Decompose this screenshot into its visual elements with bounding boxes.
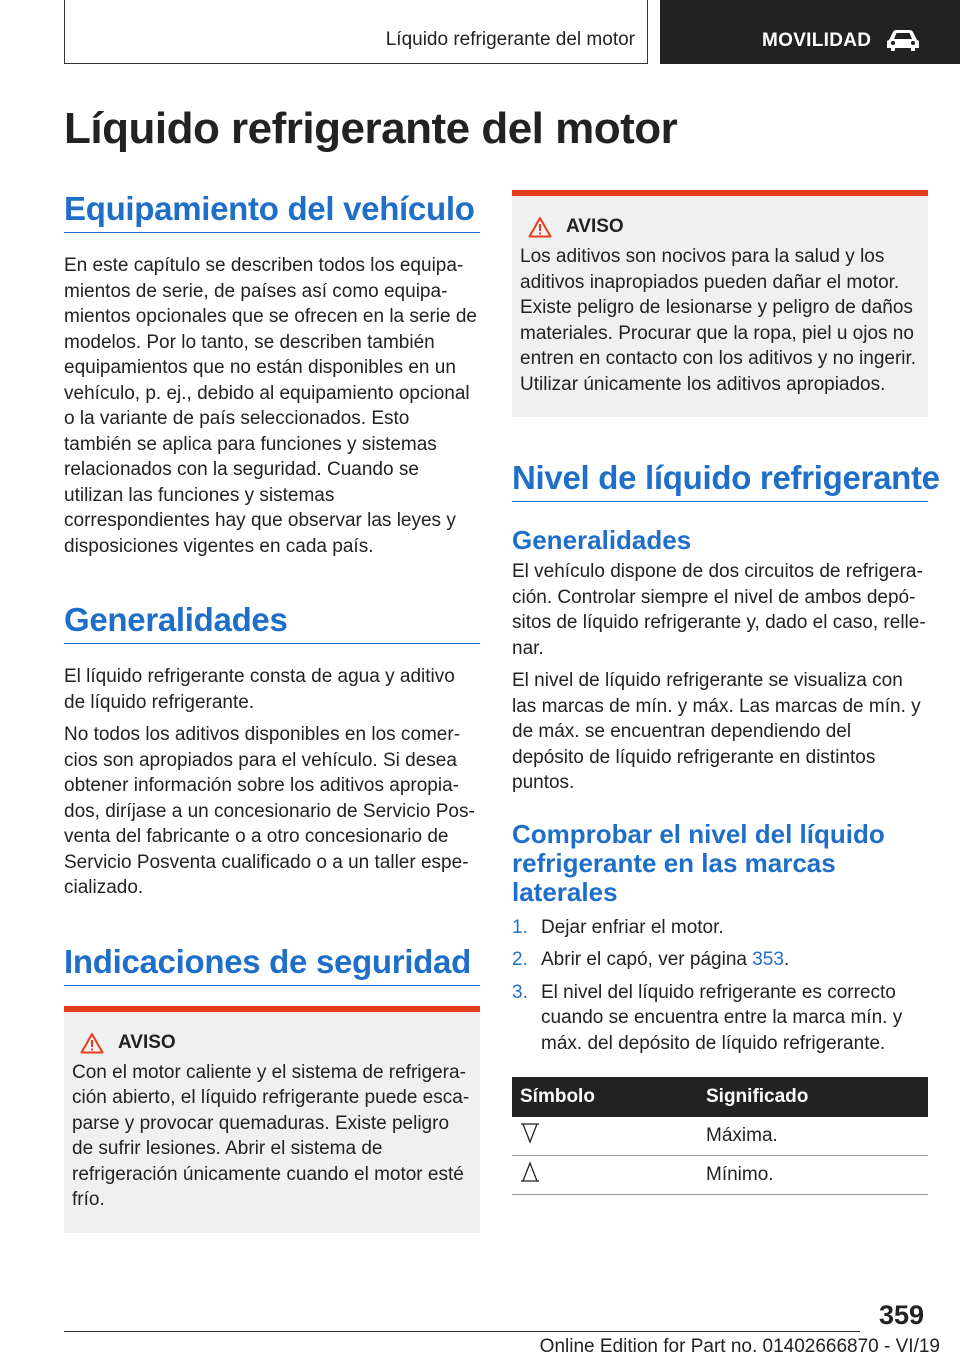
list-item [512, 915, 928, 941]
meaning-cell: Mínimo. [698, 1156, 928, 1195]
symbol-cell [512, 1117, 698, 1156]
list-item [512, 947, 928, 973]
header-chapter-title: MOVILIDAD [762, 30, 872, 51]
equipment-heading: Equipamiento del vehículo [64, 190, 480, 233]
car-icon [884, 28, 922, 52]
check-level-heading: Comprobar el nivel del líquido refrigerante en las marcas laterales [512, 818, 885, 907]
warning-header [528, 216, 920, 238]
table-row [512, 1117, 928, 1156]
symbol-table [512, 1077, 928, 1195]
warning-box [64, 1006, 480, 1233]
step-number: 1. [512, 916, 528, 938]
min-mark-icon [520, 1161, 540, 1183]
warning-triangle-icon [528, 216, 552, 238]
warning-text: Los aditivos son nocivos para la salud y los aditivos inapropiados pueden dañar el motor. Existe peligro de lesionarse y peligro de daños materiales. Procurar que la ropa, piel u ojos no entren en contacto con los aditivos y no ingerir. Utilizar únicamente los aditivos apropiados. [520, 246, 917, 395]
warning-header [80, 1032, 472, 1054]
right-column [512, 190, 940, 1195]
table-header-row [512, 1077, 928, 1117]
warning-triangle-icon [80, 1032, 104, 1054]
max-mark-icon [520, 1122, 540, 1144]
edition-info: Online Edition for Part no. 01402666870 - VI/19 [539, 1336, 940, 1357]
step-text-post: . [783, 949, 790, 970]
warning-box [512, 190, 928, 417]
column-header-symbol: Símbolo [512, 1077, 698, 1117]
meaning-cell: Máxima. [698, 1117, 928, 1156]
level-text-2: El nivel de líquido refrigerante se visualiza con las marcas de mín. y máx. Las marcas de mín. y de máx. se encuentran dependiendo del depósito de líquido refrigerante en distintos puntos. [512, 670, 921, 793]
step-number: 3. [512, 981, 528, 1003]
page-link[interactable]: 353 [752, 949, 784, 970]
header-section-tab [64, 0, 648, 64]
safety-heading: Indicaciones de seguridad [64, 943, 480, 986]
general-text-1: El líquido refrigerante consta de agua y aditivo de líquido refrigerante. [64, 666, 455, 713]
general-heading: Generalidades [64, 601, 480, 644]
equipment-text: En este capítulo se describen todos los equipamientos de serie, de países así como equipamientos opcionales que se ofrecen en la serie de modelos. Por lo tanto, se describen también equipamientos que no están disponibles en un vehículo, p. ej., debido al equipamiento opcional o la variante de país seleccionados. Esto también se aplica para funciones y sistemas relacionados con la seguridad. Cuando se utilizan las funciones y sistemas correspondientes hay que observar las leyes y disposiciones vigentes en cada país. [64, 255, 477, 557]
step-text: El nivel del líquido refrigerante es correcto cuando se encuentra entre la marca mín. y máx. del depósito de líquido refrigerante. [541, 981, 903, 1054]
left-column [64, 190, 480, 1233]
page-title: Líquido refrigerante del motor [64, 104, 678, 153]
header-chapter-tab [660, 0, 960, 64]
page-number: 359 [878, 1300, 924, 1330]
general-text-2: No todos los aditivos disponibles en los comercios son apropiados para el vehículo. Si desea obtener información sobre los aditivos apropiados, diríjase a un concesionario de Servicio Posventa del fabricante o a otro concesionario de Servicio Posventa cualificado o a un taller especializado. [64, 724, 475, 898]
header-section-title: Líquido refrigerante del motor [385, 29, 635, 50]
table-row [512, 1156, 928, 1195]
step-number: 2. [512, 949, 528, 970]
coolant-level-heading: Nivel de líquido refrigerante [512, 459, 928, 502]
level-text-1: El vehículo dispone de dos circuitos de refrigeración. Controlar siempre el nivel de ambos depósitos de líquido refrigerante y, dado el caso, rellenar. [512, 561, 926, 659]
step-text: Dejar enfriar el motor. [541, 916, 724, 938]
step-text [541, 947, 789, 973]
warning-text: Con el motor caliente y el sistema de refrigeración abierto, el líquido refrigerante puede escaparse y provocar quemaduras. Existe peligro de sufrir lesiones. Abrir el sistema de refrigeración únicamente cuando el motor esté frío. [72, 1061, 470, 1210]
list-item [512, 980, 928, 1057]
column-header-meaning: Significado [698, 1077, 928, 1117]
warning-title: AVISO [566, 216, 624, 237]
symbol-cell [512, 1156, 698, 1195]
warning-title: AVISO [118, 1031, 176, 1053]
general-subheading: Generalidades [512, 525, 692, 555]
step-text-pre: Abrir el capó, ver página [541, 949, 753, 970]
footer-divider [64, 1331, 860, 1332]
check-steps [512, 915, 928, 1057]
